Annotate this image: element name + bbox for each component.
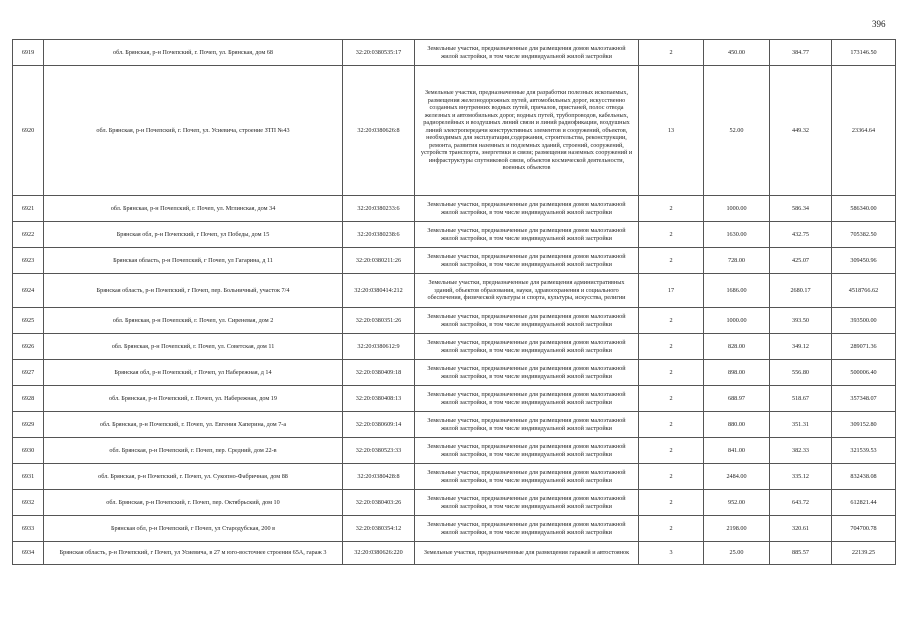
group-cell: 2 <box>639 334 704 360</box>
land-purpose-cell: Земельные участки, предназначенные для размещения домов малоэтажной жилой застройки, в том числе индивидуальной жилой застройки <box>415 248 639 274</box>
group-cell: 2 <box>639 464 704 490</box>
table-row <box>13 464 896 490</box>
land-purpose-cell: Земельные участки, предназначенные для размещения домов малоэтажной жилой застройки, в том числе индивидуальной жилой застройки <box>415 386 639 412</box>
table-row <box>13 196 896 222</box>
cadastral-number-cell: 32:20:0380403:26 <box>343 490 415 516</box>
area-cell: 1630.00 <box>704 222 770 248</box>
row-number: 6926 <box>13 334 44 360</box>
group-cell: 2 <box>639 196 704 222</box>
area-cell: 1686.00 <box>704 274 770 308</box>
page-number: 396 <box>872 19 886 29</box>
group-cell: 2 <box>639 308 704 334</box>
cadastral-value-cell: 173146.50 <box>832 40 896 66</box>
row-number: 6932 <box>13 490 44 516</box>
area-cell: 2198.00 <box>704 516 770 542</box>
group-cell: 2 <box>639 438 704 464</box>
group-cell: 3 <box>639 542 704 565</box>
address-cell: Брянская область, р-н Почепский, г Почеп, пер. Больничный, участок 7/4 <box>44 274 343 308</box>
row-number: 6919 <box>13 40 44 66</box>
area-cell: 2484.00 <box>704 464 770 490</box>
area-cell: 880.00 <box>704 412 770 438</box>
row-number: 6923 <box>13 248 44 274</box>
address-cell: обл. Брянская, р-н Почепский, г. Почеп, ул. Усиевича, строение ЗТП №43 <box>44 66 343 196</box>
row-number: 6928 <box>13 386 44 412</box>
address-cell: обл. Брянская, р-н Почепский, г. Почеп, пер. Средний, дом 22-в <box>44 438 343 464</box>
table-row <box>13 40 896 66</box>
address-cell: Брянская обл, р-н Почепский, г Почеп, ул Стародубская, 200 в <box>44 516 343 542</box>
area-cell: 952.00 <box>704 490 770 516</box>
specific-value-cell: 393.50 <box>770 308 832 334</box>
address-cell: Брянская область, р-н Почепский, г Почеп, ул Гагарина, д 11 <box>44 248 343 274</box>
row-number: 6934 <box>13 542 44 565</box>
cadastral-number-cell: 32:20:0380409:18 <box>343 360 415 386</box>
address-cell: обл. Брянская, р-н Почепский, г. Почеп, ул. Брянская, дом 68 <box>44 40 343 66</box>
cadastral-number-cell: 32:20:0380408:13 <box>343 386 415 412</box>
specific-value-cell: 425.07 <box>770 248 832 274</box>
table-row <box>13 222 896 248</box>
specific-value-cell: 2680.17 <box>770 274 832 308</box>
group-cell: 2 <box>639 386 704 412</box>
address-cell: обл. Брянская, р-н Почепский, г. Почеп, ул. Мглинская, дом 34 <box>44 196 343 222</box>
group-cell: 2 <box>639 222 704 248</box>
table-row <box>13 274 896 308</box>
address-cell: обл. Брянская, р-н Почепский, г. Почеп, ул. Сиреневая, дом 2 <box>44 308 343 334</box>
cadastral-number-cell: 32:20:0380535:17 <box>343 40 415 66</box>
area-cell: 1000.00 <box>704 196 770 222</box>
group-cell: 13 <box>639 66 704 196</box>
land-purpose-cell: Земельные участки, предназначенные для размещения домов малоэтажной жилой застройки, в том числе индивидуальной жилой застройки <box>415 490 639 516</box>
land-purpose-cell: Земельные участки, предназначенные для размещения домов малоэтажной жилой застройки, в том числе индивидуальной жилой застройки <box>415 222 639 248</box>
table-row <box>13 386 896 412</box>
table-row <box>13 248 896 274</box>
cadastral-value-table <box>12 39 896 565</box>
address-cell: обл. Брянская, р-н Почепский, г. Почеп, ул. Сукопно-Фабричная, дом 88 <box>44 464 343 490</box>
cadastral-number-cell: 32:20:0380354:12 <box>343 516 415 542</box>
cadastral-value-cell: 357348.07 <box>832 386 896 412</box>
cadastral-value-cell: 393500.00 <box>832 308 896 334</box>
row-number: 6921 <box>13 196 44 222</box>
cadastral-number-cell: 32:20:0380351:26 <box>343 308 415 334</box>
specific-value-cell: 382.33 <box>770 438 832 464</box>
cadastral-number-cell: 32:20:0380523:33 <box>343 438 415 464</box>
address-cell: Брянская обл, р-н Почепский, г Почеп, ул Победы, дом 15 <box>44 222 343 248</box>
table-row <box>13 516 896 542</box>
cadastral-value-cell: 4518766.62 <box>832 274 896 308</box>
area-cell: 25.00 <box>704 542 770 565</box>
address-cell: Брянская обл, р-н Почепский, г Почеп, ул Набережная, д 14 <box>44 360 343 386</box>
cadastral-number-cell: 32:20:0380233:6 <box>343 196 415 222</box>
row-number: 6929 <box>13 412 44 438</box>
cadastral-value-cell: 23364.64 <box>832 66 896 196</box>
group-cell: 2 <box>639 412 704 438</box>
specific-value-cell: 586.34 <box>770 196 832 222</box>
table-row <box>13 490 896 516</box>
area-cell: 450.00 <box>704 40 770 66</box>
specific-value-cell: 349.12 <box>770 334 832 360</box>
cadastral-number-cell: 32:20:0380238:6 <box>343 222 415 248</box>
row-number: 6931 <box>13 464 44 490</box>
group-cell: 2 <box>639 40 704 66</box>
address-cell: обл. Брянская, р-н Почепский, г. Почеп, пер. Октябрьский, дом 10 <box>44 490 343 516</box>
specific-value-cell: 432.75 <box>770 222 832 248</box>
land-purpose-cell: Земельные участки, предназначенные для размещения гаражей и автостоянок <box>415 542 639 565</box>
land-purpose-cell: Земельные участки, предназначенные для разработки полезных ископаемых, размещения железнодорожных путей, автомобильных дорог, искусственно созданных внутренних водных путей, причалов, пристаней, полос отвода железных и автомобильных дорог, водных путей, трубопроводов, кабельных, радиорелейных и воздушных линий связи и линий радиофикации, воздушных линий электропередачи конструктивных элементов и сооружений, объектов, необходимых для эксплуатации,содержания, строительства, реконструкции, ремонта, развития наземных и подземных зданий, строений, сооружений, устройств транспорта, энергетики и связи; размещения наземных сооружений и инфраструктуры спутниковой связи, объектов космической деятельности, военных объектов <box>415 66 639 196</box>
cadastral-value-cell: 500006.40 <box>832 360 896 386</box>
specific-value-cell: 518.67 <box>770 386 832 412</box>
cadastral-value-cell: 586340.00 <box>832 196 896 222</box>
land-purpose-cell: Земельные участки, предназначенные для размещения административных зданий, объектов образования, науки, здравоохранения и социального обеспечения, физической культуры и спорта, культуры, искусства, религии <box>415 274 639 308</box>
address-cell: обл. Брянская, р-н Почепский, г. Почеп, ул. Советская, дом 11 <box>44 334 343 360</box>
group-cell: 2 <box>639 516 704 542</box>
address-cell: Брянская область, р-н Почепский, г Почеп, ул Усиевича, в 27 м юго-восточнее строения 65А, гараж 3 <box>44 542 343 565</box>
land-purpose-cell: Земельные участки, предназначенные для размещения домов малоэтажной жилой застройки, в том числе индивидуальной жилой застройки <box>415 308 639 334</box>
address-cell: обл. Брянская, р-н Почепский, г. Почеп, ул. Евгения Хаперина, дом 7-а <box>44 412 343 438</box>
group-cell: 2 <box>639 490 704 516</box>
row-number: 6920 <box>13 66 44 196</box>
table-row <box>13 542 896 565</box>
cadastral-value-cell: 309450.96 <box>832 248 896 274</box>
row-number: 6925 <box>13 308 44 334</box>
specific-value-cell: 449.32 <box>770 66 832 196</box>
area-cell: 1000.00 <box>704 308 770 334</box>
specific-value-cell: 556.80 <box>770 360 832 386</box>
group-cell: 2 <box>639 360 704 386</box>
land-purpose-cell: Земельные участки, предназначенные для размещения домов малоэтажной жилой застройки, в том числе индивидуальной жилой застройки <box>415 196 639 222</box>
row-number: 6927 <box>13 360 44 386</box>
row-number: 6933 <box>13 516 44 542</box>
specific-value-cell: 885.57 <box>770 542 832 565</box>
table-row <box>13 66 896 196</box>
cadastral-value-cell: 704700.78 <box>832 516 896 542</box>
cadastral-number-cell: 32:20:0380626:220 <box>343 542 415 565</box>
land-purpose-cell: Земельные участки, предназначенные для размещения домов малоэтажной жилой застройки, в том числе индивидуальной жилой застройки <box>415 464 639 490</box>
specific-value-cell: 351.31 <box>770 412 832 438</box>
row-number: 6924 <box>13 274 44 308</box>
cadastral-number-cell: 32:20:0380414:212 <box>343 274 415 308</box>
land-purpose-cell: Земельные участки, предназначенные для размещения домов малоэтажной жилой застройки, в том числе индивидуальной жилой застройки <box>415 334 639 360</box>
cadastral-value-cell: 832438.08 <box>832 464 896 490</box>
cadastral-value-cell: 705382.50 <box>832 222 896 248</box>
area-cell: 841.00 <box>704 438 770 464</box>
cadastral-value-cell: 321539.53 <box>832 438 896 464</box>
land-purpose-cell: Земельные участки, предназначенные для размещения домов малоэтажной жилой застройки, в том числе индивидуальной жилой застройки <box>415 516 639 542</box>
area-cell: 52.00 <box>704 66 770 196</box>
table-body <box>13 40 896 565</box>
table-row <box>13 438 896 464</box>
area-cell: 688.97 <box>704 386 770 412</box>
table-row <box>13 360 896 386</box>
cadastral-value-cell: 22139.25 <box>832 542 896 565</box>
row-number: 6922 <box>13 222 44 248</box>
group-cell: 17 <box>639 274 704 308</box>
address-cell: обл. Брянская, р-н Почепский, г. Почеп, ул. Набережная, дом 19 <box>44 386 343 412</box>
cadastral-value-cell: 612821.44 <box>832 490 896 516</box>
cadastral-number-cell: 32:20:0380211:26 <box>343 248 415 274</box>
area-cell: 828.00 <box>704 334 770 360</box>
cadastral-number-cell: 32:20:0380428:8 <box>343 464 415 490</box>
cadastral-value-cell: 289071.36 <box>832 334 896 360</box>
specific-value-cell: 643.72 <box>770 490 832 516</box>
area-cell: 728.00 <box>704 248 770 274</box>
land-purpose-cell: Земельные участки, предназначенные для размещения домов малоэтажной жилой застройки, в том числе индивидуальной жилой застройки <box>415 360 639 386</box>
specific-value-cell: 320.61 <box>770 516 832 542</box>
cadastral-number-cell: 32:20:0380609:14 <box>343 412 415 438</box>
specific-value-cell: 384.77 <box>770 40 832 66</box>
cadastral-number-cell: 32:20:0380612:9 <box>343 334 415 360</box>
table-row <box>13 412 896 438</box>
table-row <box>13 308 896 334</box>
group-cell: 2 <box>639 248 704 274</box>
cadastral-value-cell: 309152.80 <box>832 412 896 438</box>
area-cell: 898.00 <box>704 360 770 386</box>
table-row <box>13 334 896 360</box>
specific-value-cell: 335.12 <box>770 464 832 490</box>
land-purpose-cell: Земельные участки, предназначенные для размещения домов малоэтажной жилой застройки, в том числе индивидуальной жилой застройки <box>415 412 639 438</box>
cadastral-number-cell: 32:20:0380626:8 <box>343 66 415 196</box>
row-number: 6930 <box>13 438 44 464</box>
land-purpose-cell: Земельные участки, предназначенные для размещения домов малоэтажной жилой застройки, в том числе индивидуальной жилой застройки <box>415 438 639 464</box>
land-purpose-cell: Земельные участки, предназначенные для размещения домов малоэтажной жилой застройки, в том числе индивидуальной жилой застройки <box>415 40 639 66</box>
